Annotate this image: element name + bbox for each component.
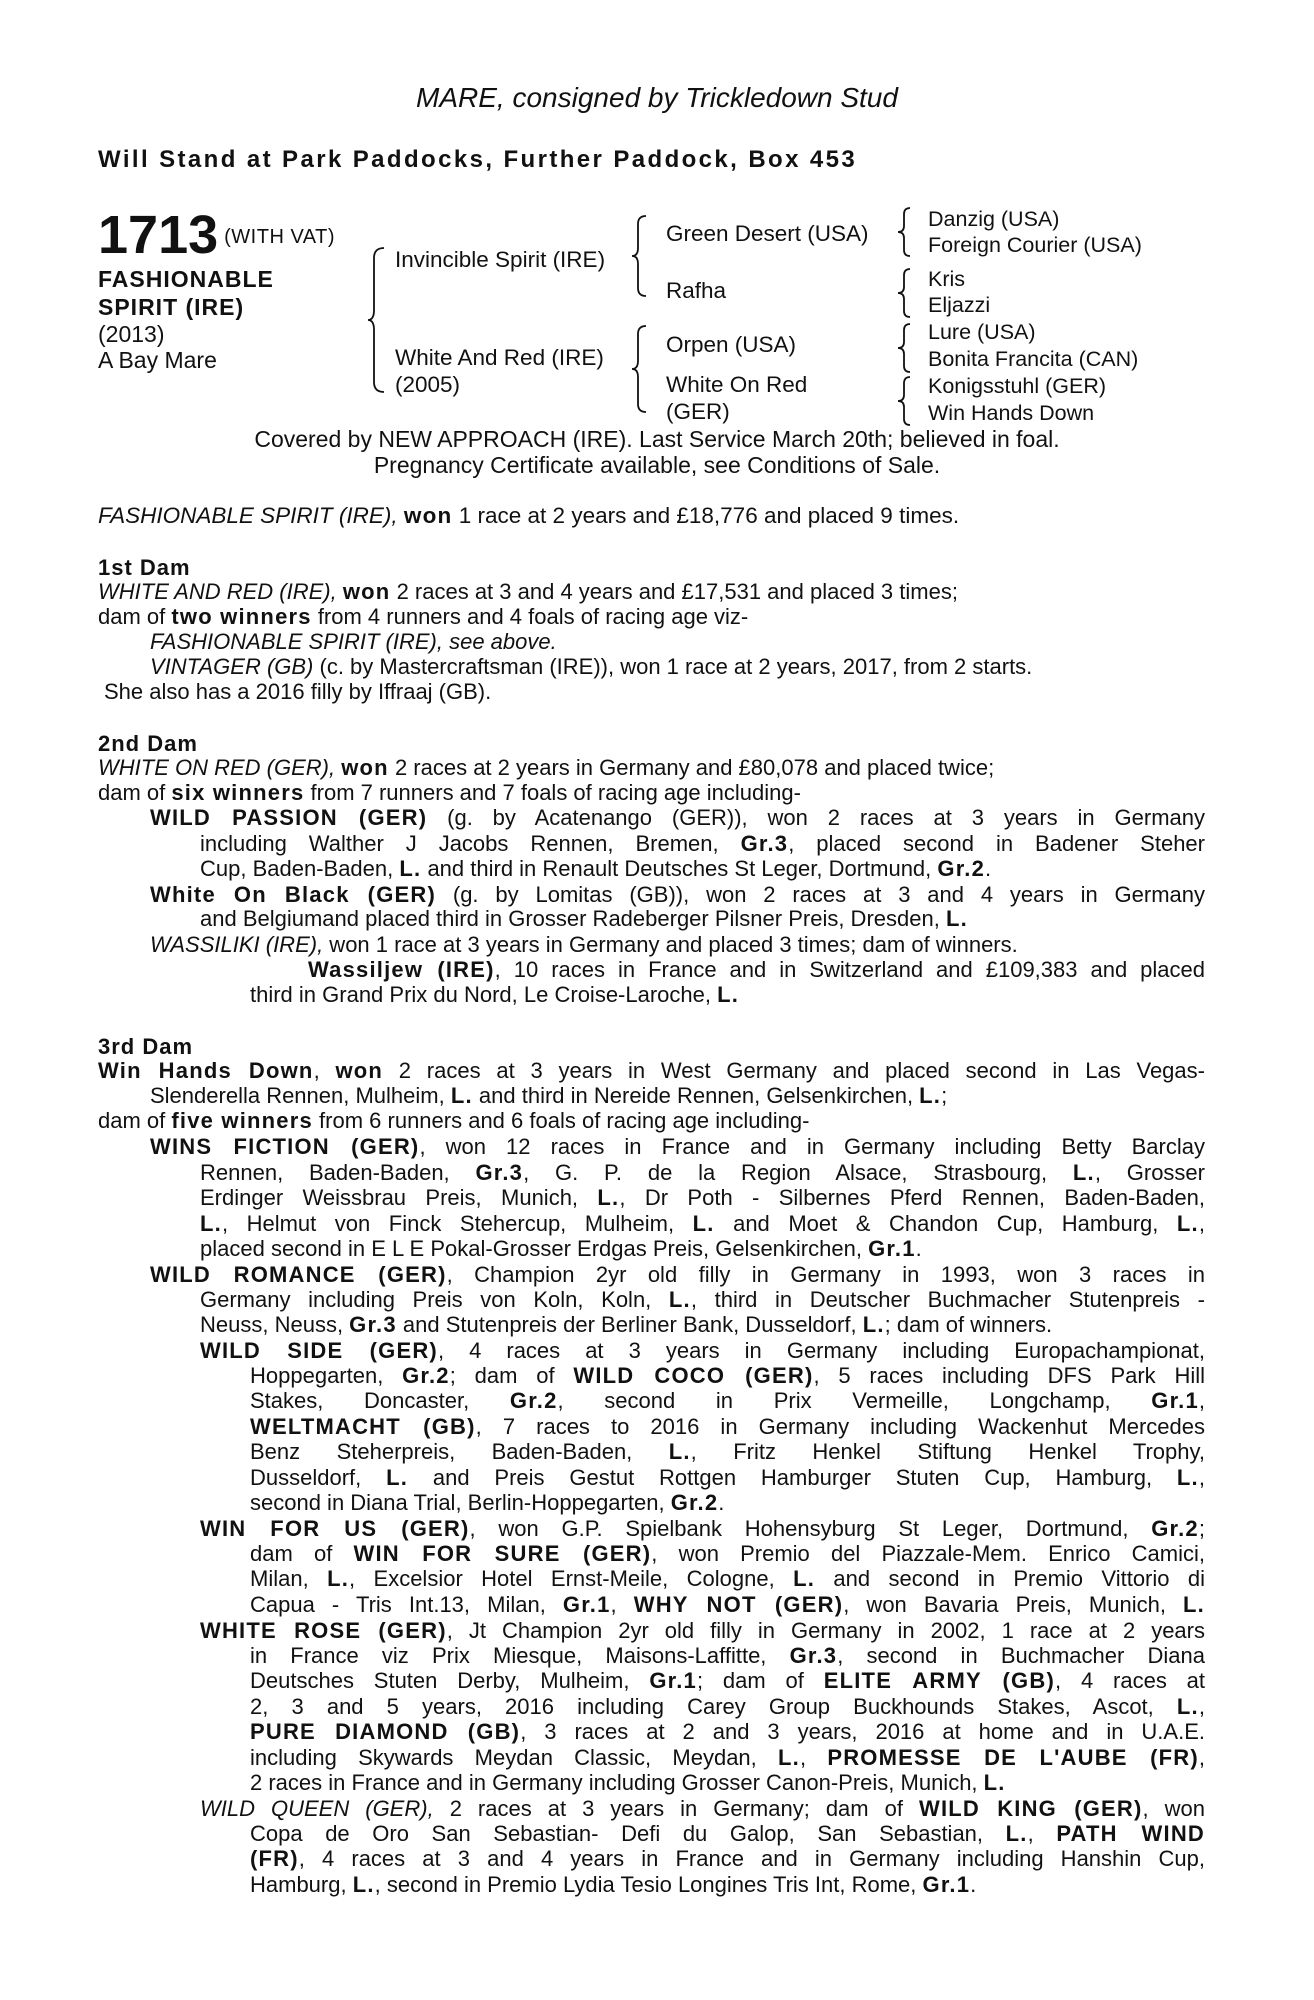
summary-won: won [403, 503, 453, 528]
dam2-line1 [98, 756, 994, 780]
covering-line1: Covered by NEW APPROACH (IRE). Last Service March 20th; believed in foal. [254, 426, 1060, 452]
text-line [200, 831, 1205, 856]
text: , [313, 1058, 336, 1083]
dam2-name: WHITE ON RED (GER), [98, 755, 336, 780]
text: Slenderella Rennen, Mulheim, [150, 1083, 451, 1108]
text: Benz Steherpreis, Baden-Baden, [250, 1439, 669, 1465]
horse-name: WELTMACHT (GB) [250, 1413, 476, 1439]
race-grade: Gr.1 [1151, 1388, 1199, 1414]
text-line [250, 1719, 1205, 1744]
text-line [250, 1592, 1205, 1617]
text-line [250, 1770, 1205, 1795]
text: , [1027, 1821, 1057, 1846]
text: Rennen, Baden-Baden, [200, 1160, 476, 1185]
horse-name: WHY NOT (GER) [633, 1591, 844, 1617]
dam1-name: WHITE AND RED (IRE), [98, 579, 337, 604]
dam2-wild-passion [150, 805, 1205, 830]
lot-number [98, 205, 336, 265]
race-grade: L. [793, 1566, 816, 1592]
race-grade: L. [386, 1464, 409, 1490]
text: , 5 races including DFS Park Hill [813, 1363, 1206, 1388]
text: third in Grand Prix du Nord, Le Croise-Laroche, [250, 982, 718, 1007]
text-line [200, 1236, 1205, 1261]
horse-name: WILD SIDE (GER) [200, 1338, 438, 1363]
text-line [200, 1211, 1205, 1236]
race-grade: Gr.1 [562, 1591, 611, 1617]
text-line [200, 1287, 1205, 1312]
text-line [150, 1134, 1205, 1159]
text-line [250, 1872, 1205, 1897]
dam2-line2 [98, 781, 801, 805]
text: , won G.P. Spielbank Hohensyburg St Leger, Dortmund, [469, 1516, 1152, 1541]
lot-description: A Bay Mare [98, 347, 217, 373]
dam2-won: won [341, 755, 389, 780]
sire-brace [630, 214, 650, 298]
dam3-wild-romance [150, 1262, 1205, 1287]
text-line [200, 1338, 1205, 1363]
text: , won 12 races in France and in Germany including Betty Barclay [419, 1134, 1205, 1159]
text: from 6 runners and 6 foals of racing age including- [312, 1108, 810, 1133]
text: placed second in E L E Pokal-Grosser Erdgas Preis, Gelsenkirchen, [200, 1236, 869, 1262]
horse-name: WILD QUEEN (GER), [200, 1796, 434, 1821]
horse-name: PURE DIAMOND (GB) [250, 1719, 521, 1745]
dam1-damof: dam of [98, 604, 172, 629]
horse-name: White On Black (GER) [150, 882, 437, 907]
pedigree-dam-year: (2005) [395, 372, 461, 397]
text-line [250, 1439, 1205, 1464]
dam3-wins-fiction-cont [200, 1160, 1205, 1262]
text-line [250, 1694, 1205, 1719]
dam3-heading: 3rd Dam [98, 1034, 194, 1059]
lot-name-line2: SPIRIT (IRE) [98, 294, 245, 320]
dam1-record: 2 races at 3 and 4 years and £17,531 and placed 3 times; [390, 579, 958, 604]
text-line [200, 856, 1205, 881]
pedigree-dam-sire: Orpen (USA) [666, 332, 797, 357]
race-grade: L. [945, 906, 968, 931]
text: . [718, 1490, 725, 1516]
text: ; dam of [449, 1363, 574, 1388]
text: , Grosser [1094, 1160, 1205, 1185]
dam3-win-for-us-cont [250, 1541, 1205, 1617]
dam3-line3 [98, 1109, 809, 1133]
text: second in Diana Trial, Berlin-Hoppegarten, [250, 1490, 671, 1516]
text: , [1198, 1693, 1205, 1719]
text: , third in Deutscher Buchmacher Stutenpreis - [690, 1287, 1205, 1312]
text-line [250, 1846, 1205, 1871]
race-grade: Gr.2 [670, 1490, 719, 1516]
race-grade: Gr.1 [649, 1668, 697, 1694]
race-grade: L. [717, 982, 740, 1007]
text: , G. P. de la Region Alsace, Strasbourg, [523, 1160, 1073, 1185]
race-grade: L. [352, 1871, 375, 1897]
dam1-progeny-2-name: VINTAGER (GB) [150, 654, 314, 679]
horse-name: Wassiljew (IRE) [308, 957, 495, 982]
dam1-winners: two winners [171, 604, 312, 629]
text-line [250, 1414, 1205, 1439]
horse-name: WILD KING (GER) [918, 1796, 1143, 1821]
text: , [1198, 1388, 1206, 1414]
race-grade: Gr.3 [475, 1160, 524, 1185]
text: , Jt Champion 2yr old filly in Germany in 2002, 1 race at 2 years [446, 1618, 1205, 1643]
text: . [985, 856, 992, 882]
text: ; dam of winners. [884, 1312, 1053, 1338]
race-grade: L. [668, 1287, 691, 1312]
covering-line2: Pregnancy Certificate available, see Conditions of Sale. [373, 452, 941, 478]
pedigree-gs2: Foreign Courier (USA) [928, 233, 1142, 257]
text: Germany including Preis von Koln, Koln, [200, 1287, 669, 1312]
text: Milan, [250, 1566, 328, 1592]
dam1-heading: 1st Dam [98, 555, 191, 580]
race-grade: L. [692, 1210, 715, 1236]
dam1-progeny-1: FASHIONABLE SPIRIT (IRE), see above. [150, 629, 557, 654]
text: , Dr Poth - Silbernes Pferd Rennen, Baden-Baden, [619, 1185, 1205, 1211]
pedigree-gs7: Konigsstuhl (GER) [928, 374, 1107, 398]
race-grade: L. [450, 1083, 473, 1108]
pedigree-gs3: Kris [928, 267, 966, 291]
race-grade: Gr.2 [402, 1363, 450, 1388]
text-line [250, 1388, 1205, 1413]
text-line [250, 1566, 1205, 1591]
pedigree-dam: White And Red (IRE) [395, 345, 604, 370]
text: , placed second in Badener Steher [788, 831, 1205, 856]
race-grade: Gr.1 [868, 1236, 916, 1262]
text: , [799, 1744, 828, 1770]
text: Stakes, Doncaster, [250, 1388, 510, 1414]
dam3-won: won [335, 1058, 384, 1083]
race-grade: Gr.2 [509, 1388, 558, 1414]
dam1-line2 [98, 605, 748, 629]
text: , [610, 1591, 634, 1617]
race-grade: L. [399, 856, 422, 882]
text: and Moet & Chandon Cup, Hamburg, [714, 1210, 1177, 1236]
text: , Champion 2yr old filly in Germany in 1993, won 3 races in [446, 1262, 1205, 1287]
dam1-progeny-2-record: (c. by Mastercraftsman (IRE)), won 1 race at 2 years, 2017, from 2 starts. [313, 654, 1033, 679]
text-line [250, 1465, 1205, 1490]
race-grade: L. [1176, 1210, 1199, 1236]
text: 2 races at 3 years in Germany; dam of [433, 1796, 919, 1821]
venue-line: Will Stand at Park Paddocks, Further Paddock, Box 453 [98, 146, 858, 173]
text: and second in Premio Vittorio di [815, 1566, 1206, 1592]
text: 2 races in France and in Germany including Grosser Canon-Preis, Munich, [250, 1770, 984, 1796]
race-grade: L. [919, 1083, 942, 1108]
dam3-wild-romance-cont [200, 1287, 1205, 1338]
text-line [200, 1618, 1205, 1643]
text-line [250, 1541, 1205, 1566]
text: , 4 races at 3 years in Germany including Europachampionat, [437, 1338, 1205, 1363]
race-grade: L. [597, 1185, 620, 1211]
consignment-line: MARE, consigned by Trickledown Stud [416, 82, 898, 113]
pedigree-sire-sire: Green Desert (USA) [666, 221, 869, 246]
text-line [250, 1668, 1205, 1693]
race-grade: Gr.3 [740, 831, 789, 856]
text-line [250, 1643, 1205, 1668]
text: , [1198, 1210, 1205, 1236]
dam3-win-for-us [200, 1516, 1205, 1541]
horse-name: PATH WIND [1056, 1821, 1205, 1846]
race-grade: Gr.1 [922, 1871, 971, 1897]
dam3-line2 [150, 1084, 947, 1108]
race-grade: L. [983, 1770, 1006, 1796]
text: and Stutenpreis der Berliner Bank, Dusseldorf, [396, 1312, 863, 1338]
dam1-note: She also has a 2016 filly by Iffraaj (GB). [104, 679, 492, 704]
dam3-white-rose-cont [250, 1643, 1205, 1795]
text: , second in Premio Lydia Tesio Longines Tris Int, Rome, [374, 1871, 923, 1897]
dam3-wild-side [200, 1338, 1205, 1363]
text-line [250, 1745, 1205, 1770]
lot-number-value: 1713 [98, 205, 219, 265]
dam2-white-on-black-cont [200, 907, 968, 931]
dam-brace [630, 324, 650, 414]
horse-name: WILD PASSION (GER) [150, 805, 428, 830]
pedigree-gs1: Danzig (USA) [928, 207, 1060, 231]
dam2-record: 2 races at 2 years in Germany and £80,078 and placed twice; [388, 755, 995, 780]
text: ; [1198, 1516, 1205, 1541]
race-summary [98, 504, 959, 528]
text: Neuss, Neuss, [200, 1312, 350, 1338]
dam2-wassiljew-cont [250, 983, 739, 1007]
text: and third in Nereide Rennen, Gelsenkirchen, [472, 1083, 920, 1108]
text-line [200, 1160, 1205, 1185]
text: and Preis Gestut Rottgen Hamburger Stuten Cup, Hamburg, [408, 1464, 1177, 1490]
race-grade: Gr.2 [1151, 1516, 1199, 1541]
horse-name: WILD ROMANCE (GER) [150, 1262, 447, 1287]
text: Capua - Tris Int.13, Milan, [250, 1591, 563, 1617]
horse-name: WIN FOR SURE (GER) [353, 1541, 652, 1566]
horse-name: WIN FOR US (GER) [200, 1516, 470, 1541]
text: won 1 race at 3 years in Germany and placed 3 times; dam of winners. [323, 932, 1018, 957]
dam3-wild-queen-cont [250, 1821, 1205, 1897]
text: , Fritz Henkel Stiftung Henkel Trophy, [690, 1439, 1205, 1465]
dam3-white-rose [200, 1618, 1205, 1643]
text: , 10 races in France and in Switzerland and £109,383 and placed [494, 957, 1205, 982]
dam1-line1 [98, 580, 958, 604]
text: in France viz Prix Miesque, Maisons-Laffitte, [250, 1643, 790, 1668]
dam3-wild-side-cont [250, 1363, 1205, 1515]
lot-name-line1: FASHIONABLE [98, 266, 274, 292]
race-grade: Gr.3 [789, 1643, 838, 1668]
pedigree-gs8: Win Hands Down [928, 401, 1095, 425]
pedigree-sire-dam: Rafha [666, 278, 727, 303]
text: Copa de Oro San Sebastian- Defi du Galop, San Sebastian, [250, 1821, 1006, 1846]
race-grade: L. [862, 1312, 885, 1338]
pedigree-dam-dam-line1: White On Red [666, 372, 808, 397]
pedigree-gs5: Lure (USA) [928, 320, 1036, 344]
dam2-damof: dam of [98, 780, 172, 805]
text: , 7 races to 2016 in Germany including Wackenhut Mercedes [475, 1413, 1205, 1439]
text-line [250, 1490, 1205, 1515]
text: ; [941, 1083, 948, 1108]
text: , won Premio del Piazzale-Mem. Enrico Camici, [651, 1541, 1206, 1566]
text: , [1198, 1744, 1206, 1770]
text: , won [1142, 1796, 1206, 1821]
text-line [308, 957, 1205, 982]
dam1-progeny-2 [150, 655, 1032, 679]
text-line [150, 805, 1205, 830]
dam1-won: won [342, 579, 391, 604]
text: , won Bavaria Preis, Munich, [843, 1591, 1184, 1617]
text: , 4 races at [1054, 1668, 1206, 1694]
dam2-heading: 2nd Dam [98, 731, 198, 756]
text: Erdinger Weissbrau Preis, Munich, [200, 1185, 598, 1211]
dam1-runners: from 4 runners and 4 foals of racing age viz- [311, 604, 749, 629]
text-line [150, 882, 1205, 907]
gs-brace-1 [896, 206, 914, 258]
text: . [970, 1871, 977, 1897]
race-grade: L. [327, 1566, 350, 1592]
pedigree-dam-dam-line2: (GER) [666, 399, 730, 424]
dam2-white-on-black [150, 882, 1205, 907]
summary-name: FASHIONABLE SPIRIT (IRE), [98, 503, 398, 528]
text: dam of [98, 1108, 172, 1133]
pedigree-gs4: Eljazzi [928, 293, 991, 317]
text: Hoppegarten, [250, 1363, 403, 1388]
text-line [200, 1185, 1205, 1210]
dam3-wild-queen [200, 1796, 1205, 1821]
horse-name: WINS FICTION (GER) [150, 1134, 420, 1159]
text: . [915, 1236, 922, 1262]
horse-name: WHITE ROSE (GER) [200, 1618, 447, 1643]
pedigree-gs6: Bonita Francita (CAN) [928, 347, 1139, 371]
text-line [98, 1058, 1205, 1083]
dam3-name: Win Hands Down [98, 1058, 314, 1083]
summary-rest: 1 race at 2 years and £18,776 and placed 9 times. [452, 503, 960, 528]
race-grade: Gr.3 [349, 1312, 397, 1338]
horse-name: PROMESSE DE L'AUBE (FR) [827, 1744, 1199, 1770]
text: Deutsches Stuten Derby, Mulheim, [250, 1668, 650, 1694]
race-grade: L. [1005, 1821, 1028, 1846]
text: , [1198, 1464, 1205, 1490]
race-grade: L. [1183, 1591, 1205, 1617]
text-line [200, 1516, 1205, 1541]
text: Dusseldorf, [250, 1464, 387, 1490]
horse-name: ELITE ARMY (GB) [823, 1668, 1055, 1694]
text-line [200, 1796, 1205, 1821]
text: and Belgiumand placed third in Grosser Radeberger Pilsner Preis, Dresden, [200, 906, 946, 931]
horse-name: WASSILIKI (IRE), [150, 932, 324, 957]
text-line [200, 1312, 1205, 1337]
main-pedigree-brace [366, 246, 388, 394]
text: Hamburg, [250, 1871, 353, 1897]
dam2-runners: from 7 runners and 7 foals of racing age including- [304, 780, 801, 805]
text: (g. by Lomitas (GB)), won 2 races at 3 and 4 years in Germany [436, 882, 1206, 907]
race-grade: L. [778, 1744, 800, 1770]
dam3-winners: five winners [171, 1108, 313, 1133]
text: Cup, Baden-Baden, [200, 856, 400, 882]
gs-brace-4 [896, 375, 914, 427]
race-grade: L. [1176, 1693, 1199, 1719]
gs-brace-2 [896, 267, 914, 319]
text: ; dam of [696, 1668, 824, 1694]
race-grade: L. [1176, 1464, 1199, 1490]
text: dam of [250, 1541, 354, 1566]
horse-name: (FR) [250, 1846, 299, 1872]
text: , second in Prix Vermeille, Longchamp, [557, 1388, 1152, 1414]
text: including Walther J Jacobs Rennen, Bremen, [200, 831, 741, 856]
text: , second in Buchmacher Diana [837, 1643, 1205, 1668]
text: , Excelsior Hotel Ernst-Meile, Cologne, [349, 1566, 794, 1592]
text: , 3 races at 2 and 3 years, 2016 at home and in U.A.E. [520, 1719, 1205, 1745]
dam2-winners: six winners [171, 780, 305, 805]
text: including Skywards Meydan Classic, Meydan, [250, 1744, 779, 1770]
race-grade: L. [1072, 1160, 1095, 1185]
text-line [150, 1262, 1205, 1287]
text: , 4 races at 3 and 4 years in France and in Germany including Hanshin Cup, [298, 1846, 1205, 1872]
dam2-wassiljew [308, 957, 1205, 982]
text-line [250, 1363, 1205, 1388]
text-line [250, 1821, 1205, 1846]
horse-name: WILD COCO (GER) [573, 1363, 814, 1388]
text: and third in Renault Deutsches St Leger, Dortmund, [421, 856, 938, 882]
text: 2 races at 3 years in West Germany and placed second in Las Vegas- [383, 1058, 1205, 1083]
lot-year: (2013) [98, 321, 165, 347]
race-grade: L. [668, 1439, 691, 1465]
dam2-wild-passion-cont [200, 831, 1205, 882]
text: , Helmut von Finck Stehercup, Mulheim, [221, 1210, 693, 1236]
race-grade: Gr.2 [937, 856, 986, 882]
dam3-line1 [98, 1058, 1205, 1083]
pedigree-sire: Invincible Spirit (IRE) [395, 247, 606, 272]
text: (g. by Acatenango (GER)), won 2 races at 3 years in Germany [427, 805, 1205, 830]
vat-label: (WITH VAT) [224, 226, 336, 249]
dam2-wassiliki [150, 933, 1018, 957]
gs-brace-3 [896, 322, 914, 374]
dam3-wins-fiction [150, 1134, 1205, 1159]
text: 2, 3 and 5 years, 2016 including Carey Group Buckhounds Stakes, Ascot, [250, 1693, 1177, 1719]
race-grade: L. [200, 1210, 222, 1236]
